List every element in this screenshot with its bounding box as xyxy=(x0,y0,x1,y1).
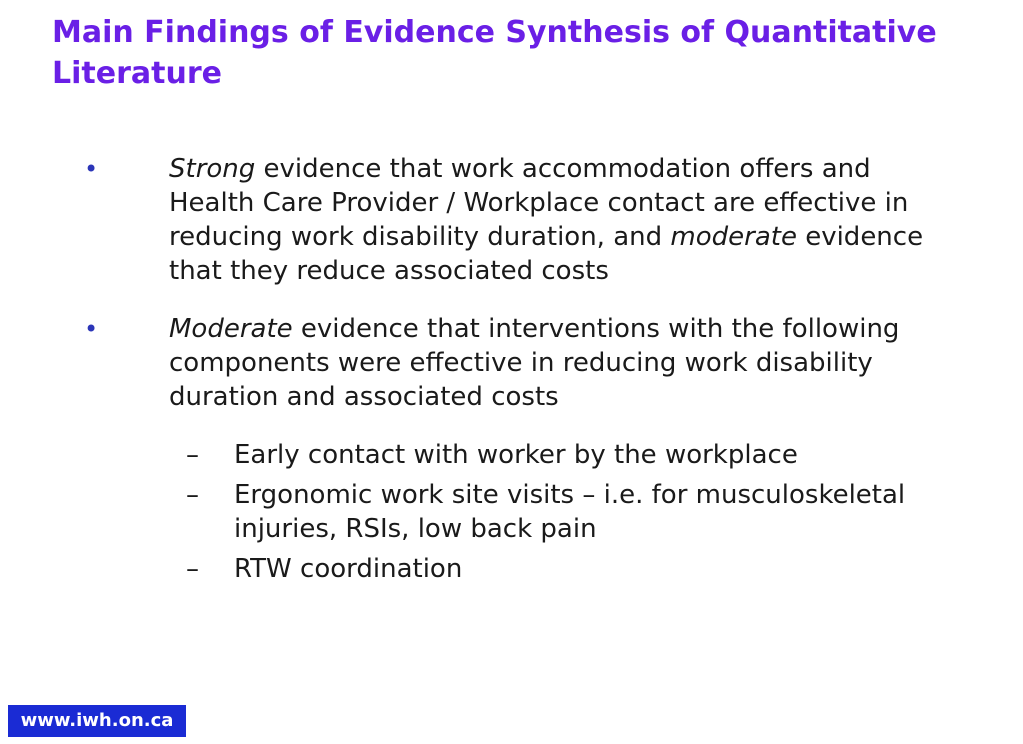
bullet-text-part: evidence that interventions with the following components were effective in reducing work disability duration and associated costs xyxy=(169,314,900,412)
bullet-text xyxy=(169,312,959,414)
sub-bullet-item xyxy=(169,552,974,586)
emphasis-moderate: Moderate xyxy=(169,314,293,344)
bullet-list xyxy=(0,152,1023,586)
bullet-text xyxy=(169,152,959,288)
bullet-text-part: evidence that work accommodation offers and Health Care Provider / Workplace contact are effective in reducing work disability duration, and xyxy=(169,154,909,252)
bullet-item xyxy=(0,152,959,288)
sub-bullet-marker: – xyxy=(186,440,199,470)
bullet-item xyxy=(0,312,959,586)
emphasis-strong: Strong xyxy=(169,154,256,184)
sub-bullet-list xyxy=(169,438,959,586)
emphasis-moderate: moderate xyxy=(670,222,797,252)
sub-bullet-text: RTW coordination xyxy=(234,554,463,584)
slide-title: Main Findings of Evidence Synthesis of Quantitative Literature xyxy=(52,15,937,91)
footer-url-badge: www.iwh.on.ca xyxy=(8,705,186,737)
sub-bullet-text: Early contact with worker by the workplace xyxy=(234,440,798,470)
sub-bullet-marker: – xyxy=(186,554,199,584)
bullet-text-part: evidence that they reduce associated costs xyxy=(169,222,924,286)
sub-bullet-item xyxy=(169,478,974,546)
sub-bullet-marker: – xyxy=(186,480,199,510)
sub-bullet-text: Ergonomic work site visits – i.e. for musculoskeletal injuries, RSIs, low back pain xyxy=(234,480,906,544)
sub-bullet-item xyxy=(169,438,974,472)
bullet-marker: • xyxy=(84,155,99,183)
bullet-marker: • xyxy=(84,315,99,343)
